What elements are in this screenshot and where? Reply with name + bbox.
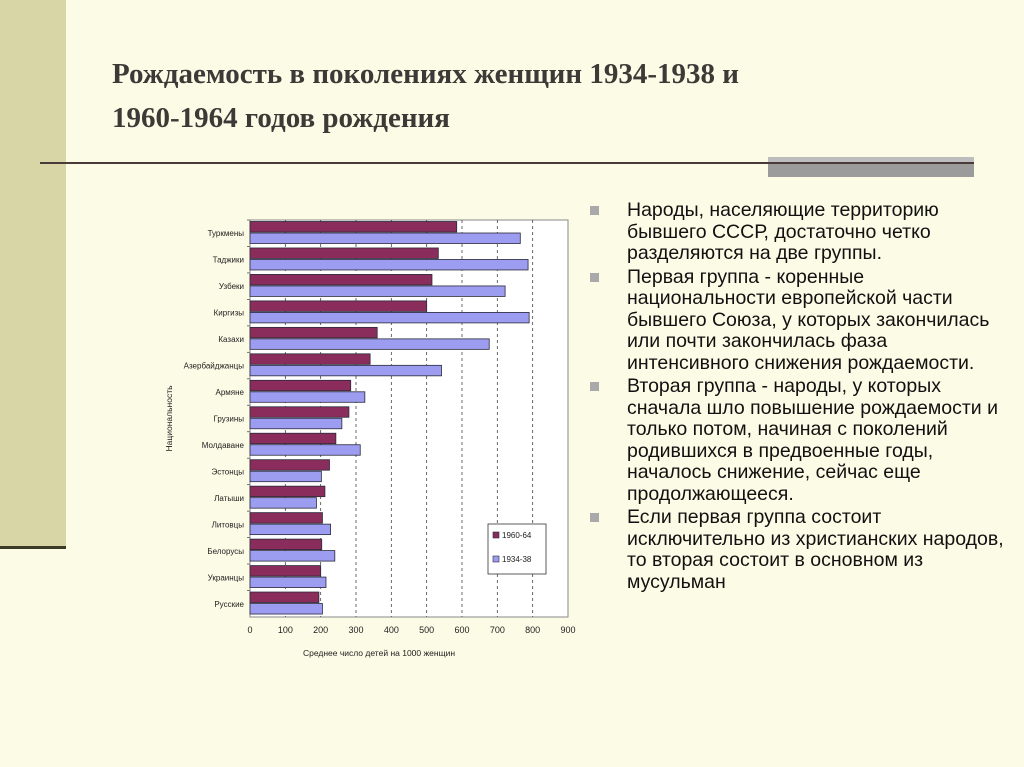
bullet-item [588,376,1008,505]
y-axis-label: Национальность [164,385,174,452]
bar [250,592,319,603]
bar [250,339,489,350]
bar [250,604,322,615]
slide-title [112,52,932,140]
x-tick-label: 600 [454,625,470,635]
bullet-text: Если первая группа состоит исключительно из христианских народов, то вторая состоит в основном из мусульман [627,506,1004,593]
bar [250,539,322,550]
x-tick-label: 100 [277,625,293,635]
x-tick-label: 0 [247,625,253,635]
bullet-text: Народы, населяющие территорию бывшего СССР, достаточно четко разделяются на две группы. [627,199,939,264]
bar [250,365,442,376]
x-tick-label: 800 [525,625,541,635]
category-label: Латыши [214,493,244,503]
bar [250,566,321,577]
category-label: Литовцы [211,520,244,530]
slide-title-line-2: 1960-1964 годов рождения [112,102,450,134]
legend-swatch [493,556,499,562]
bar [250,486,325,497]
bullet-text: Первая группа - коренные национальности европейской части бывшего Союза, у которых закончилась или почти закончилась фаза интенсивного снижения рождаемости. [627,265,990,374]
x-tick-label: 500 [419,625,435,635]
x-tick-label: 300 [348,625,364,635]
legend-label: 1960-64 [502,531,532,540]
bullet-square-icon [590,273,599,282]
category-label: Казахи [218,335,244,345]
x-tick-label: 900 [560,625,576,635]
fertility-bar-chart [150,200,590,670]
bar [250,524,331,535]
bar [250,274,432,285]
bullet-list [588,200,1008,595]
bullet-item [588,200,1008,265]
bullet-text: Вторая группа - народы, у которых сначала шло повышение рождаемости и только потом, начиная с поколений родившихся в предвоенные годы, началось снижение, сейчас еще продолжающееся. [627,375,998,505]
category-label: Таджики [212,255,244,265]
bar [250,433,336,444]
bar [250,471,321,482]
bar [250,259,528,270]
bar [250,577,326,588]
bar [250,233,520,244]
category-label: Узбеки [218,282,244,292]
category-label: Эстонцы [211,467,244,477]
category-label: Украинцы [207,573,244,583]
bar [250,380,351,391]
slide-title-line-1: Рождаемость в поколениях женщин 1934-1938 и [112,58,739,90]
bullet-square-icon [590,382,599,391]
bullet-square-icon [590,206,599,215]
category-label: Армяне [215,388,244,398]
left-decor-line [0,546,66,549]
legend-swatch [493,532,499,538]
bullet-item [588,507,1008,593]
x-axis-label: Среднее число детей на 1000 женщин [302,648,456,658]
bar [250,286,505,297]
bar [250,498,316,509]
bullet-square-icon [590,513,599,522]
bar [250,312,529,323]
category-label: Киргизы [213,308,244,318]
bullet-item [588,267,1008,375]
left-decor-band [0,0,66,548]
category-label: Грузины [213,414,244,424]
bar [250,551,335,562]
category-label: Русские [214,599,244,609]
category-label: Азербайджанцы [183,361,244,371]
x-tick-label: 400 [383,625,399,635]
legend-label: 1934-38 [502,555,532,564]
bar [250,354,370,365]
bar [250,418,342,429]
bar [250,222,457,233]
x-tick-label: 700 [489,625,505,635]
category-label: Молдаване [201,440,244,450]
bar [250,513,322,524]
bar [250,460,330,471]
title-rule [40,162,974,164]
x-tick-label: 200 [313,625,329,635]
bar [250,248,438,259]
bar [250,301,427,312]
category-label: Туркмены [207,229,244,239]
bar [250,445,360,456]
bar [250,392,365,403]
bar [250,327,377,338]
category-label: Белорусы [207,546,244,556]
bar [250,407,349,418]
